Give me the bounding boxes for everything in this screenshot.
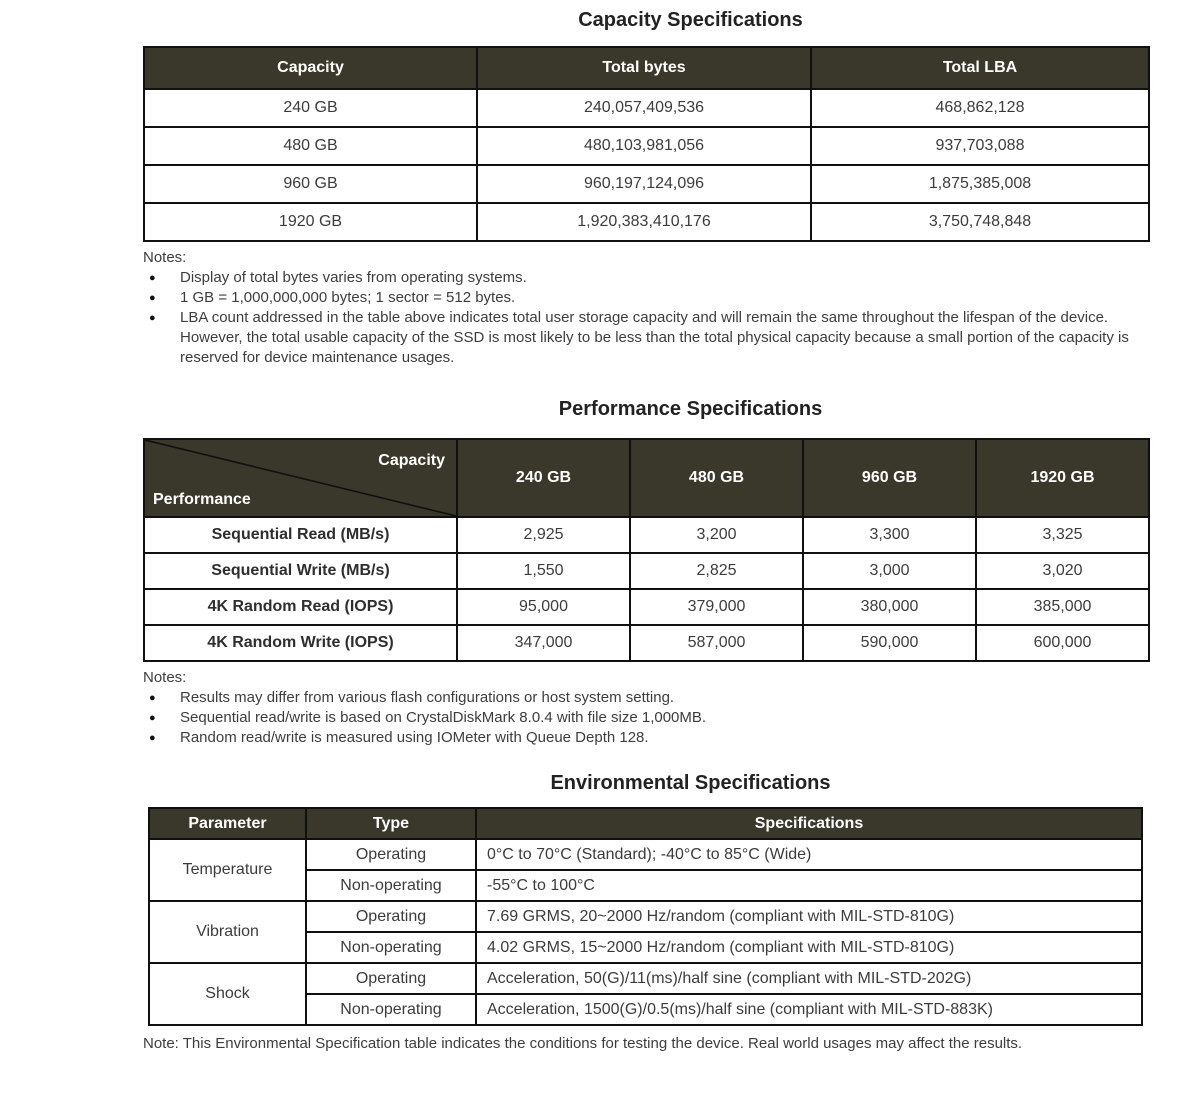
header-specifications: Specifications <box>476 808 1142 839</box>
table-cell: 480,103,981,056 <box>477 127 811 165</box>
table-row <box>144 127 1149 165</box>
note-text: Results may differ from various flash configurations or host system setting. <box>180 689 675 706</box>
header-total-lba: Total LBA <box>811 47 1149 89</box>
table-cell: 95,000 <box>457 589 630 625</box>
spec-cell: Acceleration, 50(G)/11(ms)/half sine (compliant with MIL-STD-202G) <box>476 963 1142 994</box>
table-cell: 1,920,383,410,176 <box>477 203 811 241</box>
table-cell: 240 GB <box>144 89 477 127</box>
parameter-cell: Shock <box>149 963 306 1025</box>
note-text: Display of total bytes varies from operating systems. <box>180 269 527 286</box>
bullet-icon: ● <box>149 272 156 284</box>
table-cell: 468,862,128 <box>811 89 1149 127</box>
table-cell: 3,300 <box>803 517 976 553</box>
table-cell: 2,925 <box>457 517 630 553</box>
performance-header-row <box>144 439 1149 517</box>
list-item <box>143 728 1148 748</box>
table-cell: 380,000 <box>803 589 976 625</box>
table-cell: 960 GB <box>144 165 477 203</box>
header-type: Type <box>306 808 476 839</box>
row-label: 4K Random Read (IOPS) <box>144 589 457 625</box>
table-row <box>144 89 1149 127</box>
notes-label: Notes: <box>143 669 187 686</box>
bullet-icon: ● <box>149 692 156 704</box>
table-cell: 1,550 <box>457 553 630 589</box>
spec-cell: Acceleration, 1500(G)/0.5(ms)/half sine (compliant with MIL-STD-883K) <box>476 994 1142 1025</box>
table-cell: 590,000 <box>803 625 976 661</box>
type-cell: Non-operating <box>306 870 476 901</box>
performance-section-title: Performance Specifications <box>558 398 823 420</box>
table-cell: 600,000 <box>976 625 1149 661</box>
performance-notes <box>143 668 1148 748</box>
list-item <box>143 288 1148 308</box>
table-row <box>144 203 1149 241</box>
row-label: 4K Random Write (IOPS) <box>144 625 457 661</box>
table-row <box>144 625 1149 661</box>
capacity-header-row <box>144 47 1149 89</box>
environmental-header-row <box>149 808 1142 839</box>
environmental-section-title: Environmental Specifications <box>550 772 831 794</box>
table-cell: 480 GB <box>144 127 477 165</box>
header-960gb: 960 GB <box>803 439 976 517</box>
list-item <box>143 268 1148 288</box>
corner-label-capacity: Capacity <box>378 452 445 469</box>
table-cell: 3,325 <box>976 517 1149 553</box>
note-text: Sequential read/write is based on CrystalDiskMark 8.0.4 with file size 1,000MB. <box>180 709 707 726</box>
table-row <box>144 517 1149 553</box>
corner-label-performance: Performance <box>153 491 251 508</box>
capacity-notes <box>143 248 1148 368</box>
notes-label: Notes: <box>143 249 187 266</box>
type-cell: Operating <box>306 963 476 994</box>
page-content <box>143 0 1148 1054</box>
header-240gb: 240 GB <box>457 439 630 517</box>
parameter-cell: Temperature <box>149 839 306 901</box>
environmental-note: Note: This Environmental Specification table indicates the conditions for testing the device. Real world usages may affect the results. <box>143 1035 1023 1052</box>
table-cell: 379,000 <box>630 589 803 625</box>
capacity-section-title: Capacity Specifications <box>578 9 803 31</box>
capacity-table <box>143 46 1150 242</box>
bullet-icon: ● <box>149 312 156 324</box>
row-label: Sequential Read (MB/s) <box>144 517 457 553</box>
table-row <box>149 963 1142 994</box>
header-total-bytes: Total bytes <box>477 47 811 89</box>
spec-cell: 0°C to 70°C (Standard); -40°C to 85°C (Wide) <box>476 839 1142 870</box>
table-cell: 3,750,748,848 <box>811 203 1149 241</box>
diagonal-header-cell <box>144 439 457 517</box>
environmental-table <box>148 807 1143 1026</box>
bullet-icon: ● <box>149 712 156 724</box>
bullet-icon: ● <box>149 292 156 304</box>
table-cell: 960,197,124,096 <box>477 165 811 203</box>
header-parameter: Parameter <box>149 808 306 839</box>
list-item <box>143 308 1148 368</box>
table-cell: 3,020 <box>976 553 1149 589</box>
table-cell: 3,200 <box>630 517 803 553</box>
list-item <box>143 708 1148 728</box>
table-row <box>144 165 1149 203</box>
table-cell: 385,000 <box>976 589 1149 625</box>
table-cell: 937,703,088 <box>811 127 1149 165</box>
header-capacity: Capacity <box>144 47 477 89</box>
type-cell: Operating <box>306 901 476 932</box>
spec-cell: 7.69 GRMS, 20~2000 Hz/random (compliant with MIL-STD-810G) <box>476 901 1142 932</box>
note-text: 1 GB = 1,000,000,000 bytes; 1 sector = 512 bytes. <box>180 289 516 306</box>
table-cell: 2,825 <box>630 553 803 589</box>
table-row <box>149 839 1142 870</box>
note-text: Random read/write is measured using IOMeter with Queue Depth 128. <box>180 729 649 746</box>
table-row <box>144 589 1149 625</box>
note-text: LBA count addressed in the table above indicates total user storage capacity and will remain the same throughout the lifespan of the device. However, the total usable capacity of the SSD is most likely to be less than the total physical capacity because a small portion of the capacity is reserved for device maintenance usages. <box>180 309 1129 366</box>
table-cell: 347,000 <box>457 625 630 661</box>
header-1920gb: 1920 GB <box>976 439 1149 517</box>
table-row <box>144 553 1149 589</box>
parameter-cell: Vibration <box>149 901 306 963</box>
spec-cell: -55°C to 100°C <box>476 870 1142 901</box>
type-cell: Non-operating <box>306 994 476 1025</box>
bullet-icon: ● <box>149 732 156 744</box>
spec-cell: 4.02 GRMS, 15~2000 Hz/random (compliant with MIL-STD-810G) <box>476 932 1142 963</box>
table-cell: 240,057,409,536 <box>477 89 811 127</box>
type-cell: Non-operating <box>306 932 476 963</box>
table-cell: 3,000 <box>803 553 976 589</box>
list-item <box>143 688 1148 708</box>
table-cell: 1,875,385,008 <box>811 165 1149 203</box>
table-cell: 1920 GB <box>144 203 477 241</box>
table-cell: 587,000 <box>630 625 803 661</box>
performance-table <box>143 438 1150 662</box>
table-row <box>149 901 1142 932</box>
row-label: Sequential Write (MB/s) <box>144 553 457 589</box>
type-cell: Operating <box>306 839 476 870</box>
header-480gb: 480 GB <box>630 439 803 517</box>
